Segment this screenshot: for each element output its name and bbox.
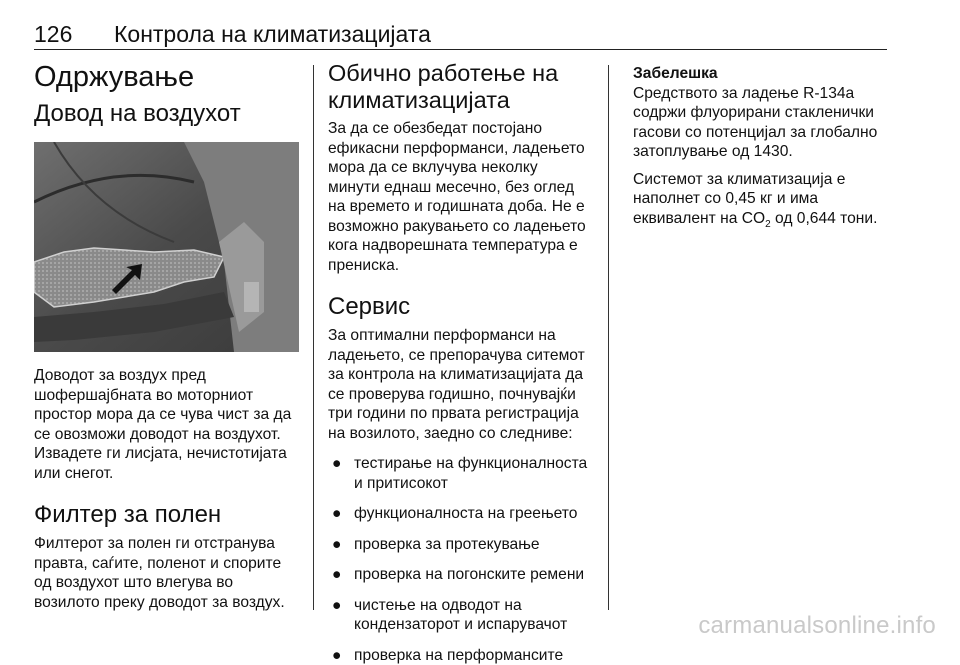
refrigerant-charge-text: Системот за климатизација е наполнет со 0,45 кг и има еквивалент на $CO_2$ од 0,644 тони.	[633, 170, 893, 229]
engine-bay-photo	[34, 142, 299, 352]
column-2	[328, 60, 590, 665]
list-item: ● тестирање на функционалноста и притисокот	[328, 454, 590, 493]
subheading-service: Сервис	[328, 293, 590, 321]
subheading-air-intake: Довод на воздухот	[34, 100, 299, 128]
list-item: ● проверка на перформансите	[328, 646, 590, 665]
column-divider-2	[608, 65, 609, 610]
list-item: ● функционалноста на греењето	[328, 504, 590, 524]
ac-operation-text: За да се обезбедат постојано ефикасни перформанси, ладењето мора да се вклучува неколку минути еднаш месечно, без оглед на времето и годишната доба. Не е возможно ракувањето со ладењето кога надворешната температура е прениска.	[328, 119, 590, 275]
column-3	[633, 60, 893, 228]
note-title: Забелешка	[633, 64, 893, 84]
subheading-pollen-filter: Филтер за полен	[34, 501, 299, 529]
bullet-icon: ●	[332, 565, 341, 585]
page-header	[34, 20, 887, 50]
column-divider-1	[313, 65, 314, 610]
list-item: ● проверка за протекување	[328, 535, 590, 555]
service-text: За оптимални перформанси на ладењето, се препорачува ситемот за контрола на климатизацијата да се проверува годишно, почнувајќи три години по првата регистрација на возилото, заедно со следниве:	[328, 326, 590, 443]
engine-bay-illustration	[34, 142, 299, 352]
pollen-filter-text: Филтерот за полен ги отстранува правта, саѓите, поленот и спорите од воздухот што влегува во возилото преку доводот за воздух.	[34, 534, 299, 612]
list-item: ● чистење на одводот на кондензаторот и испарувачот	[328, 596, 590, 635]
column-1	[34, 60, 299, 612]
bullet-icon: ●	[332, 535, 341, 555]
bullet-icon: ●	[332, 646, 341, 665]
section-heading-maintenance: Одржување	[34, 60, 299, 94]
service-checklist	[328, 454, 590, 665]
bullet-icon: ●	[332, 596, 341, 616]
air-intake-text: Доводот за воздух пред шофершајбната во моторниот простор мора да се чува чист за да се овозможи доводот на воздухот. Извадете ги лисјата, нечистотијата или снегот.	[34, 366, 299, 483]
header-rule	[34, 49, 887, 50]
list-item: ● проверка на погонските ремени	[328, 565, 590, 585]
bullet-icon: ●	[332, 454, 341, 474]
note-text: Средството за ладење R-134a содржи флуорирани стакленички гасови со потенцијал за глобално затоплување од 1430.	[633, 84, 893, 162]
page-number: 126	[34, 20, 72, 48]
subheading-ac-operation: Обично работење на климатизацијата	[328, 60, 590, 114]
watermark: carmanualsonline.info	[698, 612, 936, 640]
chapter-title: Контрола на климатизацијата	[114, 20, 431, 48]
bullet-icon: ●	[332, 504, 341, 524]
